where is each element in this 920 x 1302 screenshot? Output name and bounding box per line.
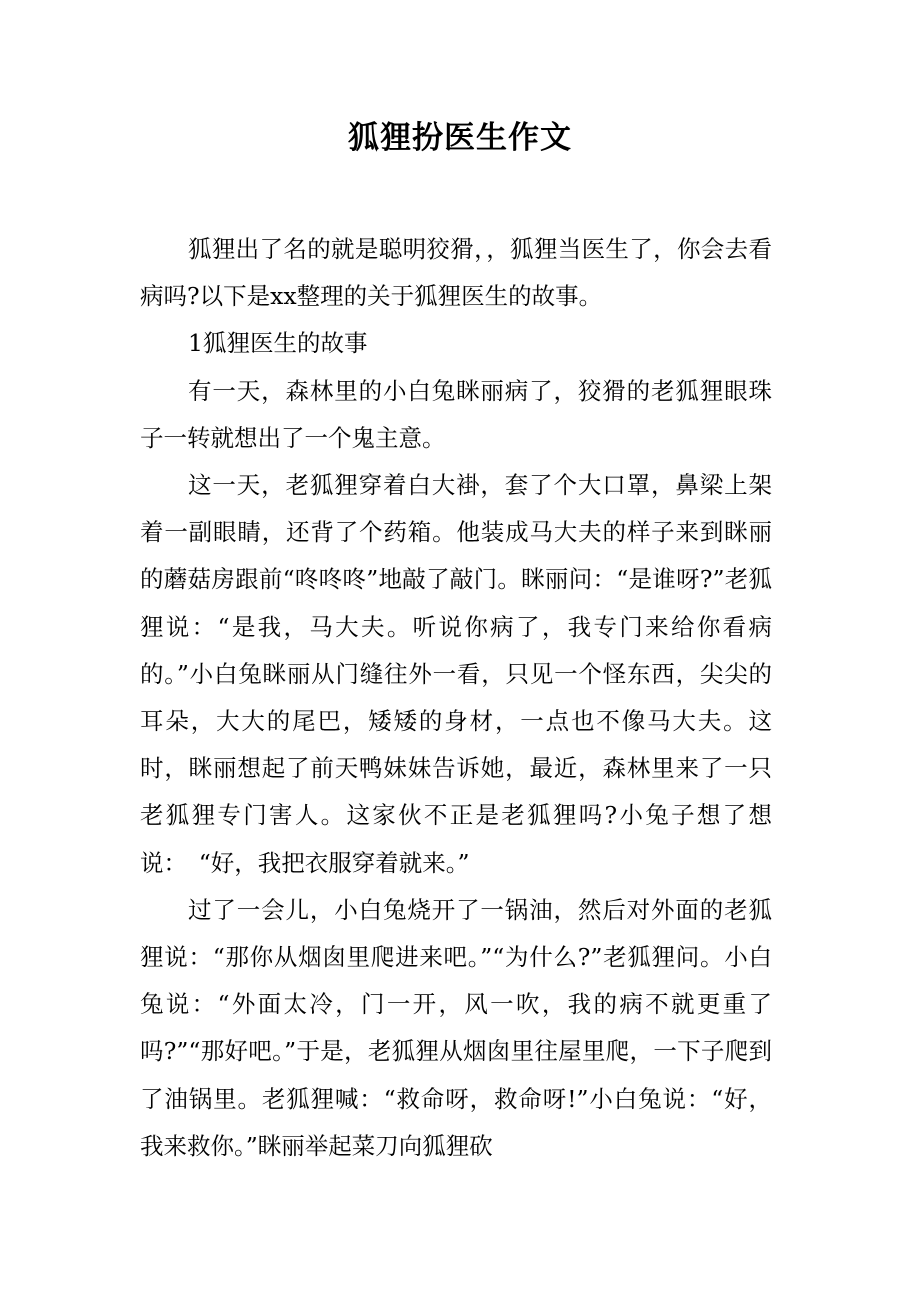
section-heading: 1狐狸医生的故事: [188, 329, 368, 358]
document-body: [140, 226, 772, 1170]
paragraph-story-opening: 有一天，森林里的小白兔眯丽病了，狡猾的老狐狸眼珠子一转就想出了一个鬼主意。: [140, 376, 772, 452]
document-title: 狐狸扮医生作文: [348, 120, 572, 156]
paragraph-fox-visit: 这一天，老狐狸穿着白大褂，套了个大口罩，鼻梁上架着一副眼睛，还背了个药箱。他装成马大夫的样子来到眯丽的蘑菇房跟前“咚咚咚”地敲了敲门。眯丽问：“是谁呀?”老狐狸说：“是我，马大夫。听说你病了，我专门来给你看病的。”小白兔眯丽从门缝往外一看，只见一个怪东西，尖尖的耳朵，大大的尾巴，矮矮的身材，一点也不像马大夫。这时，眯丽想起了前天鸭妹妹告诉她，最近，森林里来了一只老狐狸专门害人。这家伙不正是老狐狸吗?小兔子想了想说： “好，我把衣服穿着就来。”: [140, 471, 772, 877]
paragraph-chimney: 过了一会儿，小白兔烧开了一锅油，然后对外面的老狐狸说：“那你从烟囱里爬进来吧。”“为什么?”老狐狸问。小白兔说：“外面太冷，门一开，风一吹，我的病不就更重了吗?”“那好吧。”于是，老狐狸从烟囱里往屋里爬，一下子爬到了油锅里。老狐狸喊：“救命呀，救命呀!”小白兔说：“好，我来救你。”眯丽举起菜刀向狐狸砍: [140, 895, 772, 1160]
paragraph-intro: 狐狸出了名的就是聪明狡猾，，狐狸当医生了，你会去看病吗?以下是xx整理的关于狐狸医生的故事。: [140, 235, 772, 311]
